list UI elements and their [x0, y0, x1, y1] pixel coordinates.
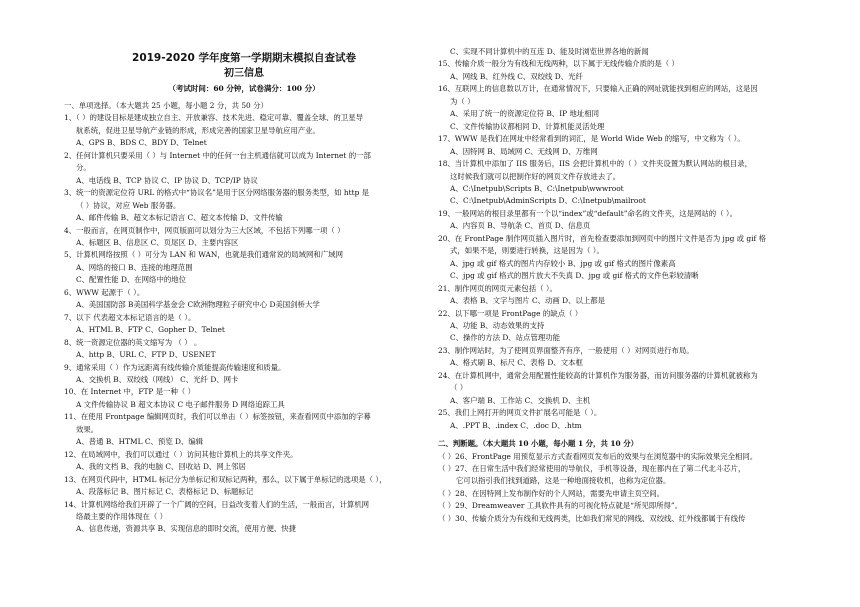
question-line: 效果。 [76, 424, 99, 434]
right-question-list [438, 46, 808, 432]
question-line: 17、WWW 是我们在网址中经常看到的词汇，是 World Wide Web 的缩写，中文称为（ ）。 [438, 134, 745, 144]
question-line: 为（ ） [450, 96, 475, 106]
question-line: 5、计算机网络按照（ ）可分为 LAN 和 WAN，也就是我们通常说的局域网和广域网 [64, 250, 343, 260]
question-line: A、网络的接口 B、连接的地理范围 [76, 262, 193, 272]
question-line: 18、当计算机中添加了 IIS 服务后，IIS 会把计算机中的（ ）文件夹设置为默认网站的根目录， [438, 159, 753, 169]
question-line: 24、在计算机网中，通常会用配置性能较高的计算机作为服务器，而访问服务器的计算机就被称为 [438, 370, 758, 380]
question-line: （ ）30、传输介质分为有线和无线两类，比如我们常见的网线、双绞线、红外线都属于有线传 [438, 513, 746, 523]
question-line: 22、以下哪一项是 FrontPage 的缺点（ ） [438, 308, 583, 318]
question-line: 14、计算机网络给我们开辟了一个广阔的空间，日益改变着人们的生活，一般而言，计算机网 [64, 499, 370, 509]
question-line: A 文件传输协议 B 超文本协议 C 电子邮件服务 D 网络追踪工具 [76, 399, 285, 409]
question-line: A、表格 B、文字与图片 C、动画 D、以上都是 [450, 296, 606, 306]
question-line: C、文件传输协议都相同 D、计算机能灵活处理 [450, 121, 605, 131]
left-question-list [64, 112, 424, 535]
question-line: 12、在局域网中，我们可以通过（ ）访问其他计算机上的共享文件夹。 [64, 449, 298, 459]
question-line: 11、在使用 Frontpage 编辑网页时，我们可以单击（ ）标签按钮，来查看网页中添加的字幕 [64, 412, 371, 422]
question-line: A、采用了统一的资源定位符 B、IP 地址相同 [450, 109, 600, 119]
question-line: C、C:\Inetpub\AdminScripts D、C:\Inetpub\mailroot [450, 196, 646, 206]
exam-header [64, 50, 424, 95]
question-line: （ ）29、Dreamweaver 工具软件具有的可视化特点就是“所见即所得”。 [438, 501, 683, 511]
question-line: A、段落标记 B、图片标记 C、表格标记 D、标题标记 [76, 487, 254, 497]
question-line: 式，如果不是，则要进行转换，这是因为（ ）。 [450, 246, 604, 256]
question-line: 23、制作网站时，为了使网页界面整齐有序，一般使用（ ）对网页进行布局。 [438, 345, 694, 355]
question-line: 6、WWW 起源于（ ）。 [64, 287, 145, 297]
question-line: （ ） [450, 383, 468, 393]
question-line: 络最主要的作用体现在（ ） [76, 511, 168, 521]
question-line: 16、互联网上的信息数以万计，在通常情况下，只要输入正确的网址就能找到相应的网站，这是因 [438, 84, 758, 94]
question-line: A、功能 B、动态效果的支持 [450, 320, 545, 330]
question-line: （ ）协议，对应 Web 服务器。 [76, 200, 181, 210]
question-line: C、实现不同计算机中的互连 D、能及时浏览世界各地的新闻 [450, 47, 649, 56]
exam-meta: （考试时间：60 分钟，试卷满分：100 分） [168, 84, 320, 93]
question-line: A、网线 B、红外线 C、双绞线 D、光纤 [450, 71, 583, 81]
question-line: A、信息传递，资源共享 B、实现信息的即时交流，使用方便、快捷 [76, 524, 297, 534]
question-line: A、标题区 B、信息区 C、页尾区 D、主要内容区 [76, 237, 239, 247]
question-line: 7、以下 代表超文本标记语言的是（ ）。 [64, 312, 196, 322]
question-line: A、格式刷 B、标尺 C、表格 D、文本框 [450, 358, 583, 368]
question-line: 它可以指引我们找到道路，这是一种地面接收机，也称为定位器。 [456, 476, 671, 486]
question-line: 3、统一的资源定位符 URL 的格式中“协议名”是用于区分网络服务器的服务类型，如 http 是 [64, 188, 370, 198]
question-line: 8、统一资源定位器的英文缩写为 （ ） 。 [64, 337, 202, 347]
question-line: A、我的文档 B、我的电脑 C、回收站 D、网上邻居 [76, 462, 246, 472]
question-line: C、操作的方法 D、站点管理功能 [450, 333, 561, 343]
judge-question-list [438, 451, 808, 526]
question-line: A、C:\Inetpub\Scripts B、C:\Inetpub\wwwroot [450, 183, 624, 193]
question-line: A、因特网 B、局域网 C、无线网 D、万维网 [450, 146, 598, 156]
question-line: （ ）28、在因特网上发布制作好的个人网站，需要先申请主页空间。 [438, 488, 665, 498]
question-line: （ ）26、FrontPage 用预览显示方式查看网页发布后的效果与在浏览器中的实际效果完全相同。 [438, 451, 758, 461]
question-line: A、客户端 B、工作站 C、交换机 D、主机 [450, 395, 591, 405]
question-line: A、美国国防部 B美国科学基金会 C欧洲物理粒子研究中心 D美国剑桥大学 [76, 300, 320, 310]
question-line: 9、通常采用（ ）作为远距离有线传输介质能提高传输速度和质量。 [64, 362, 286, 372]
question-line: 这时候我们就可以把制作好的网页文件存放进去了。 [450, 171, 620, 181]
question-line: A、电话线 B、TCP 协议 C、IP 协议 D、TCP/IP 协议 [76, 175, 258, 185]
question-line: 20、在 FrontPage 制作网页插入图片时，首先检查要添加到网页中的图片文件是否为 jpg 或 gif 格 [438, 233, 766, 243]
section-two-heading: 二、判断题。（本大题共 10 小题，每小题 1 分，共 10 分） [438, 439, 639, 449]
question-line: 航系统，促进卫星导航产业链的形成，形成完善的国家卫星导航应用产业。 [76, 125, 320, 135]
exam-title: 2019-2020 学年度第一学期期末模拟自查试卷 [132, 52, 356, 64]
exam-subject: 初三信息 [224, 68, 264, 79]
question-line: A、HTML B、FTP C、Gopher D、Telnet [76, 325, 225, 335]
right-column [438, 46, 808, 525]
section-one-heading: 一、单项选择。（本大题共 25 小题，每小题 2 分，共 50 分） [64, 101, 268, 110]
question-line: 15、传输介质一般分为有线和无线两种，以下属于无线传输介质的是（ ） [438, 59, 679, 69]
question-line: A、GPS B、BDS C、BDY D、Telnet [76, 138, 207, 148]
question-line: 13、在网页代码中，HTML 标记分为单标记和双标记两种，那么，以下属于单标记的选项是（ ）， [64, 474, 387, 484]
question-line: A、普通 B、HTML C、预览 D、编辑 [76, 437, 204, 447]
question-line: A、邮件传输 B、超文本标记语言 C、超文本传输 D、文件传输 [76, 213, 283, 223]
question-line: A、http B、URL C、FTP D、USENET [76, 350, 216, 360]
question-line: A、内容页 B、导航条 C、首页 D、信息页 [450, 221, 591, 231]
question-line: C、配置性能 D、在网络中的地位 [76, 275, 187, 285]
question-line: 25、我们上网打开的网页文件扩展名可能是（ ）。 [438, 408, 602, 418]
question-line: （ ）27、在日常生活中我们经常使用的导航仪，手机等设备，现在都内在了第二代北斗芯片， [438, 463, 746, 473]
question-line: C、jpg 或 gif 格式的图片放大不失真 D、jpg 或 gif 格式的文件色彩较清晰 [450, 271, 699, 281]
question-line: A、.PPT B、.index C、.doc D、.htm [450, 420, 582, 430]
question-line: 分。 [76, 163, 91, 173]
left-column [64, 100, 424, 536]
question-line: 1、（ ）的建设目标是建成独立自主、开放兼容、技术先进、稳定可靠、覆盖全球、的卫星导 [64, 113, 363, 123]
question-line: 4、一般而言，在网页制作中，网页版面可以划分为三大区域，不包括下列哪一项（ ） [64, 225, 345, 235]
question-line: 10、在 Internet 中，FTP 是一种（ ） [64, 387, 196, 397]
question-line: 19、一般网站的根目录里都有一个以“index”或“default”命名的文件夹，这是网站的（ ）。 [438, 208, 738, 218]
question-line: 2、任何计算机只要采用（ ）与 Internet 中的任何一台主机通信就可以成为 Internet 的一部 [64, 150, 371, 160]
question-line: A、jpg 或 gif 格式的图片内存较小 B、jpg 或 gif 格式的图片像素高 [450, 258, 676, 268]
question-line: A、交换机 B、双绞线（网线） C、光纤 D、网卡 [76, 374, 239, 384]
question-line: 21、制作网页的网页元素包括（ ）。 [438, 283, 557, 293]
